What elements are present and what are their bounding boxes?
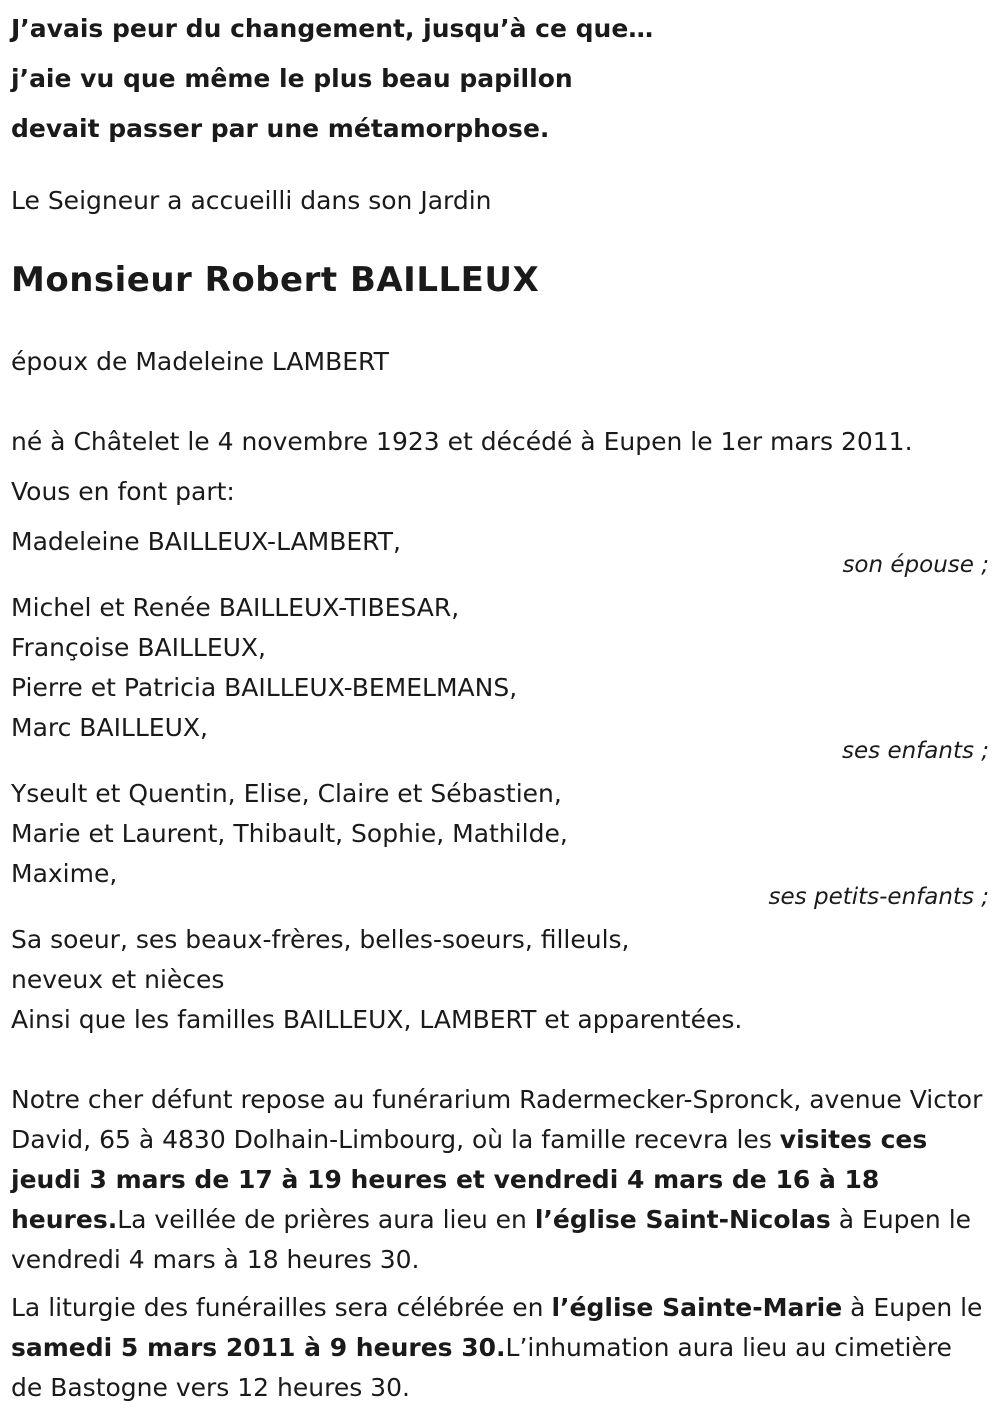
birth-death-line: né à Châtelet le 4 novembre 1923 et décédé à Eupen le 1er mars 2011. bbox=[11, 427, 913, 456]
deceased-name: Monsieur Robert BAILLEUX bbox=[11, 260, 540, 300]
vigil-text: La veillée de prières aura lieu en bbox=[117, 1205, 535, 1234]
family-member: Marc BAILLEUX, bbox=[11, 713, 208, 742]
poem-line: j’aie vu que même le plus beau papillon bbox=[11, 64, 573, 93]
family-member: Françoise BAILLEUX, bbox=[11, 633, 266, 662]
obituary-notice bbox=[11, 4, 991, 1408]
poem-line: J’avais peur du changement, jusqu’à ce que… bbox=[11, 14, 654, 43]
funeral-church: l’église Sainte-Marie bbox=[551, 1293, 843, 1322]
intro-line: Le Seigneur a accueilli dans son Jardin bbox=[11, 186, 492, 215]
family-member: Marie et Laurent, Thibault, Sophie, Mathilde, bbox=[11, 819, 568, 848]
vigil-time: à Eupen le vendredi 4 mars à 18 heures 30. bbox=[11, 1205, 972, 1274]
family-member: Maxime, bbox=[11, 859, 118, 888]
announcement-lead: Vous en font part: bbox=[11, 477, 235, 506]
funeral-date: samedi 5 mars 2011 à 9 heures 30. bbox=[11, 1333, 506, 1362]
vigil-church: l’église Saint-Nicolas bbox=[534, 1205, 831, 1234]
spouse-line: époux de Madeleine LAMBERT bbox=[11, 347, 389, 376]
family-group-grandchildren bbox=[11, 774, 991, 910]
family-member: Pierre et Patricia BAILLEUX-BEMELMANS, bbox=[11, 673, 518, 702]
family-role: ses enfants ; bbox=[842, 738, 989, 764]
burial-text: L’inhumation aura lieu au cimetière de Bastogne vers 12 heures 30. bbox=[11, 1333, 952, 1402]
relatives-line: Sa soeur, ses beaux-frères, belles-soeurs, filleuls, bbox=[11, 925, 630, 954]
funeral-details bbox=[11, 1080, 991, 1408]
family-group-children bbox=[11, 588, 991, 764]
family-group-spouse bbox=[11, 522, 991, 578]
relatives-line: Ainsi que les familles BAILLEUX, LAMBERT et apparentées. bbox=[11, 1005, 743, 1034]
family-role: son épouse ; bbox=[842, 552, 989, 578]
family-member: Madeleine BAILLEUX-LAMBERT, bbox=[11, 527, 401, 556]
liturgy-text: La liturgie des funérailles sera célébrée en bbox=[11, 1293, 552, 1322]
other-relatives bbox=[11, 920, 991, 1040]
opening-poem bbox=[11, 4, 991, 154]
family-member: Michel et Renée BAILLEUX-TIBESAR, bbox=[11, 593, 460, 622]
visitation-paragraph bbox=[11, 1080, 991, 1280]
visitation-times: visites ces jeudi 3 mars de 17 à 19 heures et vendredi 4 mars de 16 à 18 heures. bbox=[11, 1125, 928, 1234]
funeral-paragraph bbox=[11, 1288, 991, 1408]
funeral-location: à Eupen le bbox=[842, 1293, 983, 1322]
visitation-text: Notre cher défunt repose au funérarium Radermecker-Spronck, avenue Victor David, 65 à 4830 Dolhain-Limbourg, où la famille recevra les bbox=[11, 1085, 983, 1154]
family-role: ses petits-enfants ; bbox=[768, 884, 989, 910]
poem-line: devait passer par une métamorphose. bbox=[11, 114, 550, 143]
relatives-line: neveux et nièces bbox=[11, 965, 225, 994]
family-member: Yseult et Quentin, Elise, Claire et Sébastien, bbox=[11, 779, 562, 808]
